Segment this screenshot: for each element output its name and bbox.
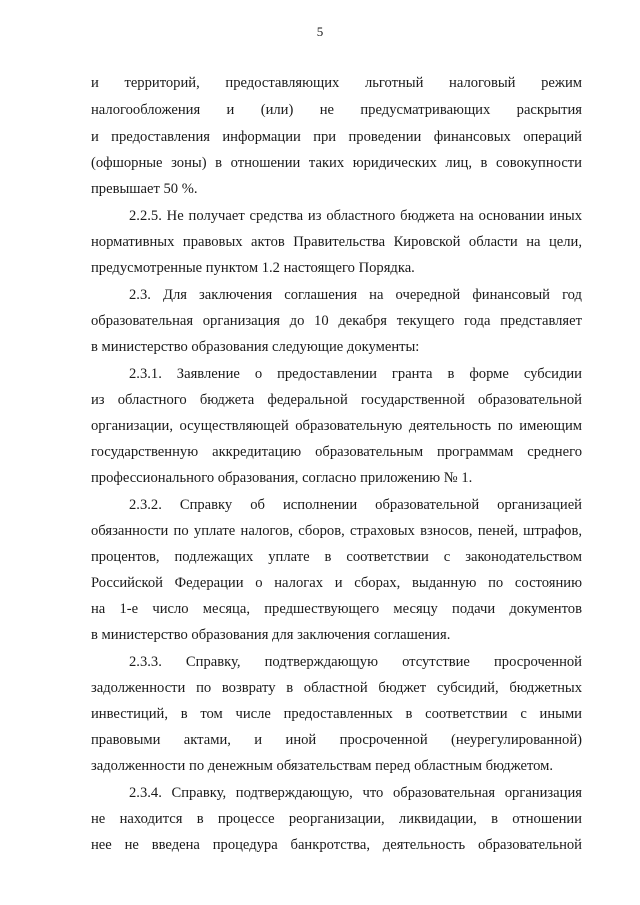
paragraph-first-line: 2.3.4. Справку, подтверждающую, что образовательная организация bbox=[129, 785, 582, 801]
text-line: и территорий, предоставляющих льготный налоговый режим bbox=[91, 75, 582, 91]
text-line: процентов, подлежащих уплате в соответствии с законодательством bbox=[91, 549, 582, 565]
text-line: нее не введена процедура банкротства, деятельность образовательной bbox=[91, 837, 582, 853]
text-line: налогообложения и (или) не предусматривающих раскрытия bbox=[91, 102, 582, 118]
text-line: на 1-е число месяца, предшествующего месяцу подачи документов bbox=[91, 601, 582, 617]
text-line: инвестиций, в том числе предоставленных в соответствии с иными bbox=[91, 706, 582, 722]
page-number: 5 bbox=[316, 24, 324, 39]
text-line: не находится в процессе реорганизации, ликвидации, в отношении bbox=[91, 811, 582, 827]
text-line: нормативных правовых актов Правительства Кировской области на цели, bbox=[91, 234, 582, 250]
text-line: профессионального образования, согласно приложению № 1. bbox=[91, 470, 473, 486]
text-line: задолженности по денежным обязательствам перед областным бюджетом. bbox=[91, 758, 554, 774]
text-line: в министерство образования для заключения соглашения. bbox=[91, 627, 451, 643]
text-line: правовыми актами, и иной просроченной (неурегулированной) bbox=[91, 732, 582, 748]
text-line: Российской Федерации о налогах и сборах, выданную по состоянию bbox=[91, 575, 582, 591]
paragraph-first-line: 2.3. Для заключения соглашения на очередной финансовый год bbox=[129, 287, 582, 303]
paragraph-first-line: 2.3.2. Справку об исполнении образовательной организацией bbox=[129, 497, 582, 513]
text-line: превышает 50 %. bbox=[91, 181, 198, 197]
text-line: в министерство образования следующие документы: bbox=[91, 339, 420, 355]
text-line: организации, осуществляющей образовательную деятельность по имеющим bbox=[91, 418, 582, 434]
text-line: предусмотренные пунктом 1.2 настоящего Порядка. bbox=[91, 260, 415, 276]
text-line: образовательная организация до 10 декабря текущего года представляет bbox=[91, 313, 582, 329]
text-line: государственную аккредитацию образовательным программам среднего bbox=[91, 444, 582, 460]
paragraph-first-line: 2.3.3. Справку, подтверждающую отсутствие просроченной bbox=[129, 654, 582, 670]
text-line: из областного бюджета федеральной государственной образовательной bbox=[91, 392, 582, 408]
paragraph-first-line: 2.2.5. Не получает средства из областного бюджета на основании иных bbox=[129, 208, 582, 224]
text-line: задолженности по возврату в областной бюджет субсидий, бюджетных bbox=[91, 680, 582, 696]
text-line: (офшорные зоны) в отношении таких юридических лиц, в совокупности bbox=[91, 155, 582, 171]
text-line: обязанности по уплате налогов, сборов, страховых взносов, пеней, штрафов, bbox=[91, 523, 582, 539]
paragraph-first-line: 2.3.1. Заявление о предоставлении гранта в форме субсидии bbox=[129, 366, 582, 382]
text-line: и предоставления информации при проведении финансовых операций bbox=[91, 129, 582, 145]
